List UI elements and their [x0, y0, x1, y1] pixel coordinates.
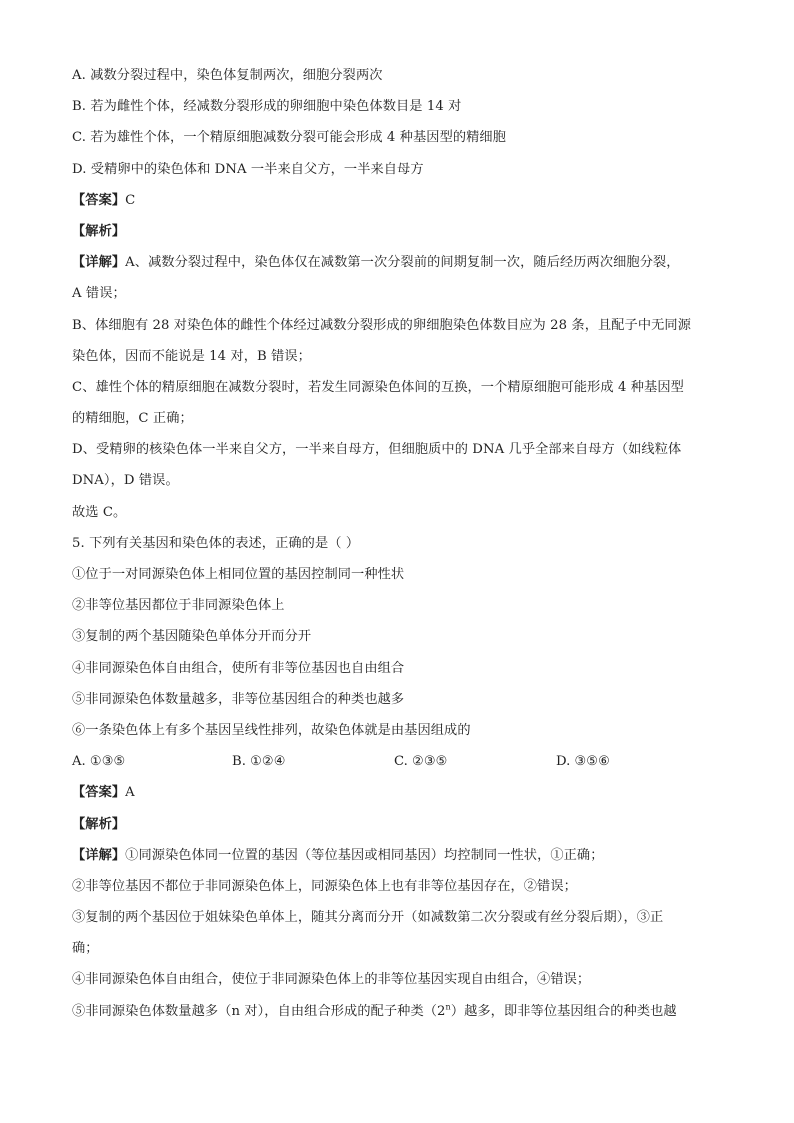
detail-line — [72, 840, 722, 871]
choice-a: A. ①③⑤ — [72, 754, 126, 770]
analysis-heading — [72, 809, 722, 840]
detail-line: ②非等位基因不都位于非同源染色体上，同源染色体上也有非等位基因存在，②错误； — [72, 878, 577, 894]
exponent: n — [445, 1002, 451, 1012]
answer-line — [72, 777, 722, 808]
detail-line: 的精细胞，C 正确； — [72, 411, 193, 427]
statement-6: ⑥一条染色体上有多个基因呈线性排列，故染色体就是由基因组成的 — [72, 722, 471, 738]
detail-label: 【详解】 — [72, 255, 126, 271]
statement-2: ②非等位基因都位于非同源染色体上 — [72, 598, 285, 614]
option-a: A. 减数分裂过程中，染色体复制两次，细胞分裂两次 — [72, 68, 383, 83]
analysis-heading — [72, 216, 722, 247]
choice-row — [72, 746, 722, 777]
document-page — [72, 60, 722, 1027]
detail-text: ①同源染色体同一位置的基因（等位基因或相同基因）均控制同一性状，①正确； — [125, 847, 604, 863]
detail-text: ⑤非同源染色体数量越多（n 对），自由组合形成的配子种类（2 — [72, 1003, 446, 1019]
choice-b: B. ①②④ — [232, 754, 286, 770]
answer-line — [72, 185, 722, 216]
statement-5: ⑤非同源染色体数量越多，非等位基因组合的种类也越多 — [72, 691, 405, 707]
choice-d: D. ③⑤⑥ — [556, 754, 610, 770]
detail-line: A 错误； — [72, 286, 126, 302]
detail-line: B、体细胞有 28 对染色体的雌性个体经过减数分裂形成的卵细胞染色体数目应为 28 条，且配子中无同源 — [72, 317, 691, 333]
statement-4: ④非同源染色体自由组合，使所有非等位基因也自由组合 — [72, 660, 405, 676]
conclusion-line: 故选 C。 — [72, 504, 127, 520]
detail-line: 确； — [72, 941, 99, 957]
statement-3: ③复制的两个基因随染色单体分开而分开 — [72, 629, 312, 645]
detail-line — [72, 247, 722, 278]
detail-line: ④非同源染色体自由组合，使位于非同源染色体上的非等位基因实现自由组合，④错误； — [72, 972, 591, 988]
detail-line: ③复制的两个基因位于姐妹染色单体上，随其分离而分开（如减数第二次分裂或有丝分裂后期），③正 — [72, 910, 664, 926]
option-d: D. 受精卵中的染色体和 DNA 一半来自父方，一半来自母方 — [72, 161, 424, 177]
answer-value: A — [125, 785, 135, 801]
detail-line: 染色体，因而不能说是 14 对，B 错误； — [72, 348, 311, 364]
detail-text: A、减数分裂过程中，染色体仅在减数第一次分裂前的间期复制一次，随后经历两次细胞分裂， — [125, 255, 680, 271]
statement-1: ①位于一对同源染色体上相同位置的基因控制同一种性状 — [72, 567, 405, 582]
answer-value: C — [125, 192, 136, 208]
detail-line: DNA），D 错误。 — [72, 473, 179, 489]
answer-label: 【答案】 — [72, 192, 126, 208]
detail-text: ）越多，即非等位基因组合的种类也越 — [450, 1003, 677, 1019]
detail-line — [72, 996, 722, 1027]
choice-c: C. ②③⑤ — [394, 754, 448, 770]
analysis-label: 【解析】 — [72, 223, 126, 239]
detail-label: 【详解】 — [72, 847, 126, 863]
analysis-label: 【解析】 — [72, 816, 126, 832]
option-b: B. 若为雌性个体，经减数分裂形成的卵细胞中染色体数目是 14 对 — [72, 99, 462, 115]
question-stem: 5. 下列有关基因和染色体的表述，正确的是（ ） — [72, 535, 360, 551]
detail-line: D、受精卵的核染色体一半来自父方，一半来自母方，但细胞质中的 DNA 几乎全部来自母方（如线粒体 — [72, 442, 682, 458]
detail-line: C、雄性个体的精原细胞在减数分裂时，若发生同源染色体间的互换，一个精原细胞可能形成 4 种基因型 — [72, 379, 684, 395]
answer-label: 【答案】 — [72, 785, 126, 801]
option-c: C. 若为雄性个体，一个精原细胞减数分裂可能会形成 4 种基因型的精细胞 — [72, 130, 506, 146]
